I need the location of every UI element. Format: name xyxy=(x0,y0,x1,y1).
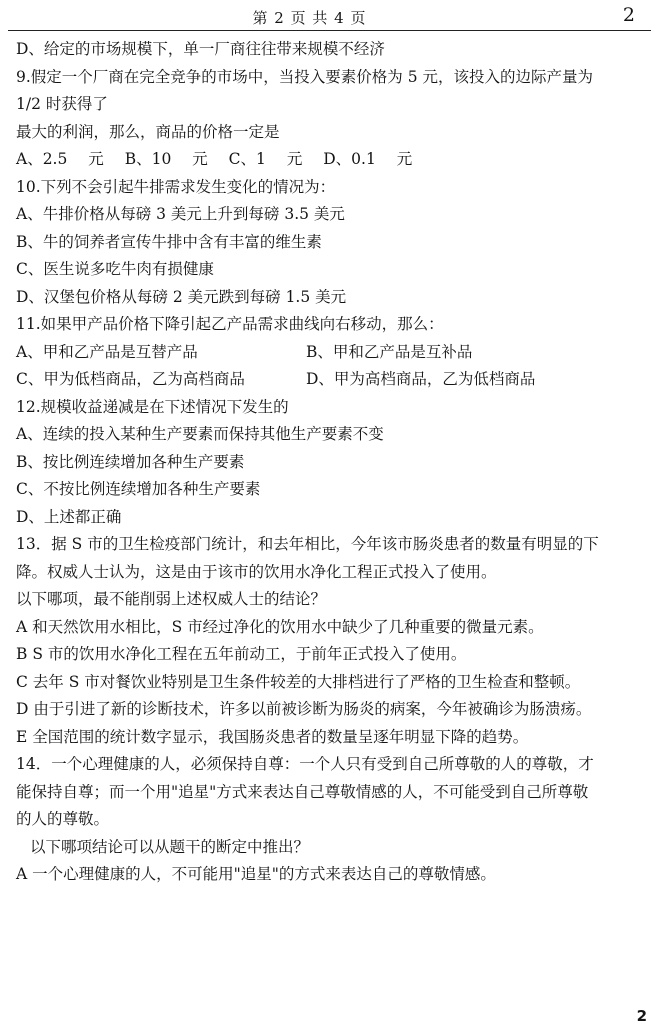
question-13: 13．据 S 市的卫生检疫部门统计，和去年相比，今年该市肠炎患者的数量有明显的下 xyxy=(16,535,599,553)
question-11: 11.如果甲产品价格下降引起乙产品需求曲线向右移动，那么： xyxy=(16,315,444,333)
option-row xyxy=(16,339,646,367)
option-line: C、不按比例连续增加各种生产要素 xyxy=(16,480,261,498)
header-title: 第 2 页 共 4 页 xyxy=(252,9,367,27)
question-12: 12.规模收益递减是在下述情况下发生的 xyxy=(16,397,289,416)
text-line: 最大的利润，那么，商品的价格一定是 xyxy=(16,122,280,141)
option-line: D 由于引进了新的诊断技术，许多以前被诊断为肠炎的病案，今年被确诊为肠溃疡。 xyxy=(16,700,592,718)
text-line: D、给定的市场规模下，单一厂商往往带来规模不经济 xyxy=(16,40,385,58)
option-line: B S 市的饮用水净化工程在五年前动工，于前年正式投入了使用。 xyxy=(16,645,467,663)
page-header xyxy=(8,4,651,31)
text-line: 以下哪项，最不能削弱上述权威人士的结论？ xyxy=(16,590,327,608)
question-9-options: A、2.5 元 B、10 元 C、1 元 D、0.1 元 xyxy=(16,150,413,168)
question-14: 14．一个心理健康的人，必须保持自尊：一个人只有受到自己所尊敬的人的尊敬，才 xyxy=(16,755,594,773)
footer-page-number: 2 xyxy=(636,1007,647,1025)
option-line: B、按比例连续增加各种生产要素 xyxy=(16,452,245,471)
question-9: 9.假定一个厂商在完全竞争的市场中，当投入要素价格为 5 元，该投入的边际产量为 xyxy=(16,67,594,86)
option-line: A、甲和乙产品是互替产品 xyxy=(16,342,198,361)
option-line: A、连续的投入某种生产要素而保持其他生产要素不变 xyxy=(16,425,384,443)
text-line: 以下哪项结论可以从题干的断定中推出？ xyxy=(30,837,310,856)
document-body xyxy=(16,36,646,889)
option-line: A、牛排价格从每磅 3 美元上升到每磅 3.5 美元 xyxy=(16,205,345,223)
header-page-number: 2 xyxy=(622,4,635,26)
option-line: E 全国范围的统计数字显示，我国肠炎患者的数量呈逐年明显下降的趋势。 xyxy=(16,727,529,746)
text-line: 降。权威人士认为，这是由于该市的饮用水净化工程正式投入了使用。 xyxy=(16,562,497,581)
question-10: 10.下列不会引起牛排需求发生变化的情况为： xyxy=(16,177,336,196)
option-line: B、甲和乙产品是互补品 xyxy=(306,342,473,361)
option-line: D、汉堡包价格从每磅 2 美元跌到每磅 1.5 美元 xyxy=(16,287,347,306)
option-line: A 一个心理健康的人，不可能用"追星"的方式来表达自己的尊敬情感。 xyxy=(16,865,496,883)
option-line: C、医生说多吃牛肉有损健康 xyxy=(16,260,214,278)
option-line: D、甲为高档商品，乙为低档商品 xyxy=(306,370,536,388)
option-line: C 去年 S 市对餐饮业特别是卫生条件较差的大排档进行了严格的卫生检查和整顿。 xyxy=(16,672,581,691)
option-line: C、甲为低档商品，乙为高档商品 xyxy=(16,370,245,388)
text-line: 的人的尊敬。 xyxy=(16,810,110,828)
option-line: A 和天然饮用水相比，S 市经过净化的饮用水中缺少了几种重要的微量元素。 xyxy=(16,617,544,636)
text-line: 能保持自尊；而一个用"追星"方式来表达自己尊敬情感的人，不可能受到自己所尊敬 xyxy=(16,782,589,801)
option-row xyxy=(16,366,646,394)
option-line: B、牛的饲养者宣传牛排中含有丰富的维生素 xyxy=(16,232,322,251)
option-line: D、上述都正确 xyxy=(16,507,122,526)
text-line: 1/2 时获得了 xyxy=(16,95,108,113)
